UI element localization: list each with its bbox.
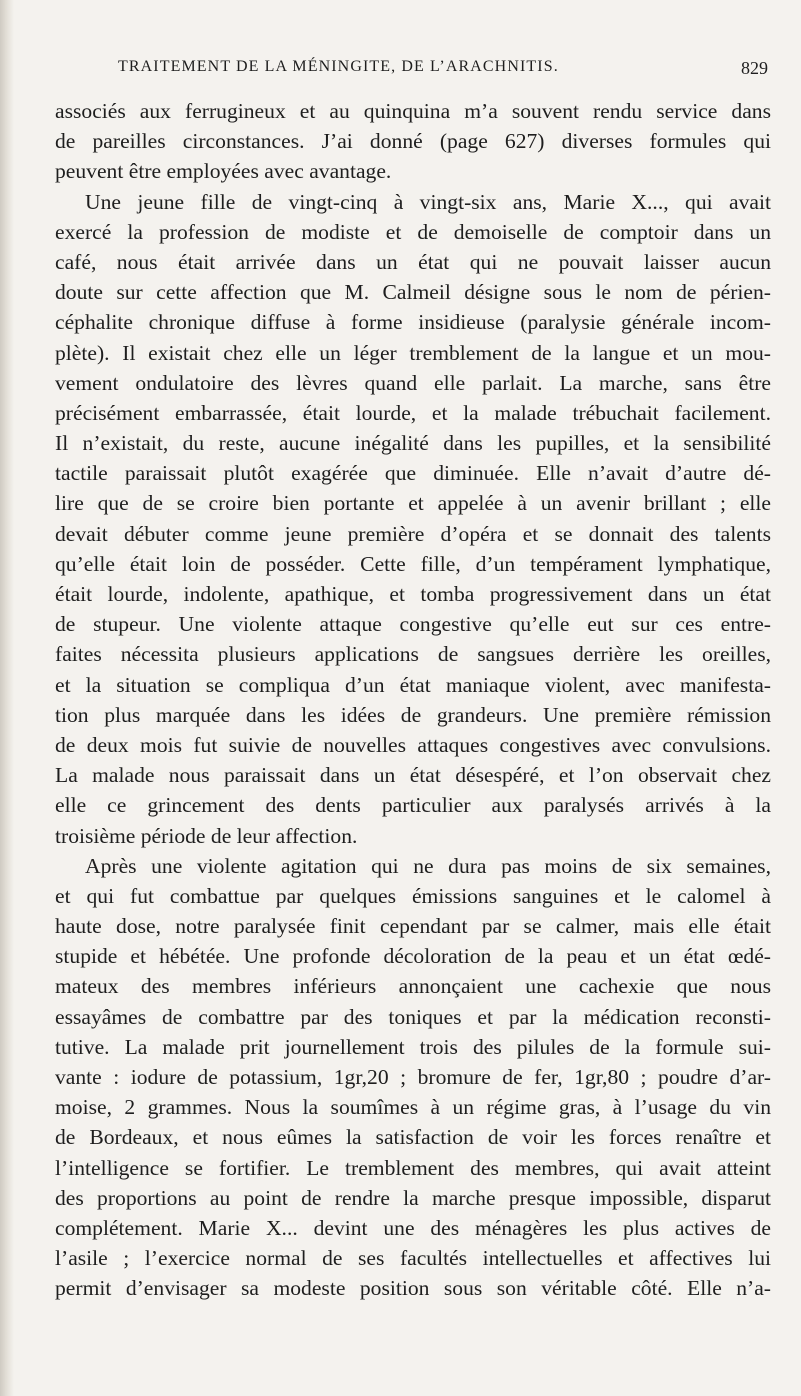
- text-line: de pareilles circonstances. J’ai donné (page 627) diverses formules qui: [55, 129, 771, 154]
- text-line: associés aux ferrugineux et au quinquina m’a souvent rendu service dans: [55, 99, 771, 123]
- text-line: essayâmes de combattre par des toniques et par la médication reconsti-: [55, 1004, 771, 1029]
- text-line: de stupeur. Une violente attaque congestive qu’elle eut sur ces entre-: [55, 612, 771, 637]
- text-line: de Bordeaux, et nous eûmes la satisfaction de voir les forces renaître et: [55, 1125, 771, 1150]
- text-line: Après une violente agitation qui ne dura pas moins de six semaines,: [85, 853, 771, 878]
- text-line: céphalite chronique diffuse à forme insidieuse (paralysie générale incom-: [55, 310, 771, 335]
- text-line: Il n’existait, du reste, aucune inégalité dans les pupilles, et la sensibilité: [55, 431, 771, 456]
- text-line: La malade nous paraissait dans un état désespéré, et l’on observait chez: [55, 763, 771, 788]
- text-line: elle ce grincement des dents particulier aux paralysés arrivés à la: [55, 793, 771, 818]
- text-line: était lourde, indolente, apathique, et tomba progressivement dans un état: [55, 582, 771, 606]
- text-line: devait débuter comme jeune première d’opéra et se donnait des talents: [55, 521, 771, 546]
- text-line: exercé la profession de modiste et de demoiselle de comptoir dans un: [55, 219, 771, 244]
- text-line: stupide et hébétée. Une profonde décoloration de la peau et un état œdé-: [55, 944, 771, 969]
- text-line: vante : iodure de potassium, 1gr,20 ; bromure de fer, 1gr,80 ; poudre d’ar-: [55, 1065, 771, 1089]
- text-line: troisième période de leur affection.: [55, 823, 358, 848]
- text-line: lire que de se croire bien portante et appelée à un avenir brillant ; elle: [55, 491, 771, 516]
- text-line: moise, 2 grammes. Nous la soumîmes à un régime gras, à l’usage du vin: [55, 1095, 771, 1120]
- text-line: complétement. Marie X... devint une des ménagères les plus actives de: [55, 1215, 771, 1240]
- text-line: des proportions au point de rendre la marche presque impossible, disparut: [55, 1185, 771, 1210]
- text-line: tion plus marquée dans les idées de grandeurs. Une première rémission: [55, 702, 771, 727]
- text-line: de deux mois fut suivie de nouvelles attaques congestives avec convulsions.: [55, 732, 771, 757]
- text-line: l’asile ; l’exercice normal de ses facultés intellectuelles et affectives lui: [55, 1246, 771, 1271]
- text-line: vement ondulatoire des lèvres quand elle parlait. La marche, sans être: [55, 370, 771, 395]
- text-line: tactile paraissait plutôt exagérée que diminuée. Elle n’avait d’autre dé-: [55, 461, 771, 486]
- text-line: mateux des membres inférieurs annonçaient une cachexie que nous: [55, 974, 771, 999]
- text-line: précisément embarrassée, était lourde, et la malade trébuchait facilement.: [55, 400, 771, 425]
- text-line: permit d’envisager sa modeste position sous son véritable côté. Elle n’a-: [55, 1276, 771, 1301]
- text-line: café, nous était arrivée dans un état qui ne pouvait laisser aucun: [55, 249, 771, 274]
- text-line: faites nécessita plusieurs applications de sangsues derrière les oreilles,: [55, 642, 771, 667]
- text-line: doute sur cette affection que M. Calmeil désigne sous le nom de périen-: [55, 280, 771, 305]
- text-line: plète). Il existait chez elle un léger tremblement de la langue et un mou-: [55, 340, 771, 365]
- page-number: 829: [741, 58, 768, 78]
- text-line: qu’elle était loin de posséder. Cette fille, d’un tempérament lymphatique,: [55, 551, 771, 576]
- text-line: l’intelligence se fortifier. Le tremblement des membres, qui avait atteint: [55, 1155, 771, 1180]
- page-header: [118, 58, 768, 88]
- body-text: [55, 96, 771, 1304]
- running-head: TRAITEMENT DE LA MÉNINGITE, DE L’ARACHNITIS.: [118, 58, 559, 75]
- text-line: haute dose, notre paralysée finit cependant par se calmer, mais elle était: [55, 914, 771, 939]
- text-line: peuvent être employées avec avantage.: [55, 159, 392, 184]
- text-line: et la situation se compliqua d’un état maniaque violent, avec manifesta-: [55, 672, 771, 697]
- text-line: Une jeune fille de vingt-cinq à vingt-six ans, Marie X..., qui avait: [85, 189, 771, 214]
- page-edge-shadow: [0, 0, 14, 1396]
- text-line: tutive. La malade prit journellement trois des pilules de la formule sui-: [55, 1034, 771, 1059]
- text-line: et qui fut combattue par quelques émissions sanguines et le calomel à: [55, 883, 771, 908]
